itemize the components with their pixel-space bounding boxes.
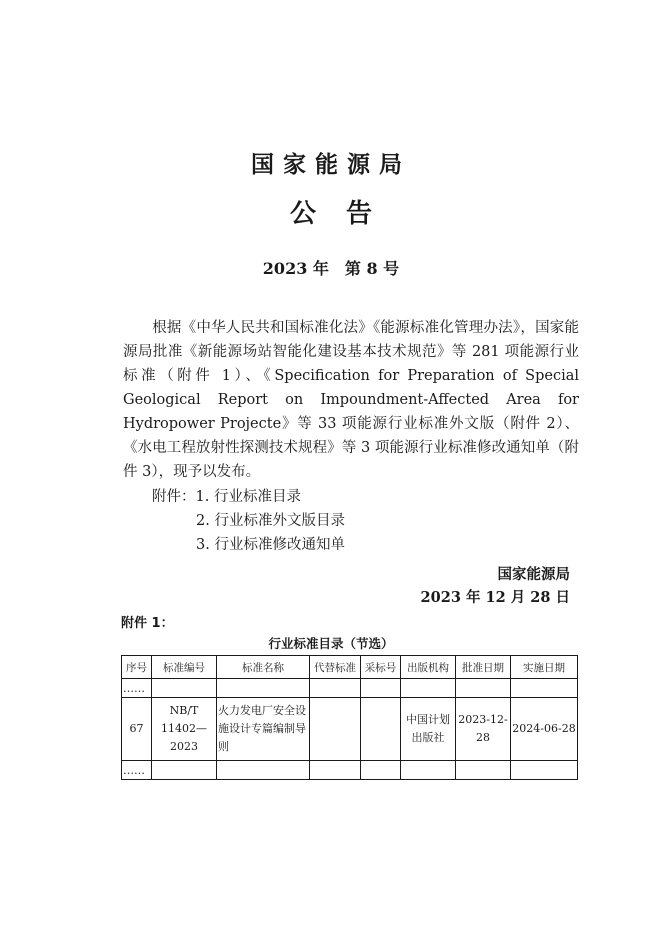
attachments-prefix: 附件： [152,489,196,505]
col-header-effective: 实施日期 [511,656,578,679]
cell-replaces [310,698,361,761]
attachment-item-3: 3. 行业标准修改通知单 [196,537,345,553]
cell-number [152,698,217,761]
announcement-paragraph [123,316,579,484]
col-header-approved: 批准日期 [456,656,511,679]
table-row-ellipsis-top [122,679,578,698]
col-header-number: 标准编号 [152,656,217,679]
ellipsis-cell: …… [122,761,152,780]
cell-adopted [361,698,401,761]
cell-seq: 67 [122,698,152,761]
table-title: 行业标准目录（节选） [268,636,394,651]
paragraph-text: 根据《中华人民共和国标准化法》《能源标准化管理办法》，国家能源局批准《新能源场站智能化建设基本技术规范》等 281 项能源行业标准（附件 1）、《Specification for Preparation of Special Geological Report on Impoundment-Affected Area for Hydropower Projecte》等 33 项能源行业标准外文版（附件 2）、《水电工程放射性探测技术规程》等 3 项能源行业标准修改通知单（附件 3），现予以发布。 [123,320,579,480]
issue-number: 第 8 号 [344,259,400,278]
publisher-line-1: 中国计划 [406,713,450,726]
number-line-2: 11402—2023 [161,722,207,753]
signature-date: 2023 年 12 月 28 日 [420,589,570,606]
signature-org: 国家能源局 [497,567,570,583]
issue-line [0,256,662,279]
document-title: 公告 [289,199,402,229]
col-header-replaces: 代替标准 [310,656,361,679]
col-header-name: 标准名称 [217,656,310,679]
number-line-1: NB/T [169,704,199,717]
standards-table [121,655,578,780]
agency-heading: 国家能源局 [251,152,411,178]
cell-approved: 2023-12-28 [456,698,511,761]
table-row-ellipsis-bottom [122,761,578,780]
col-header-adopted: 采标号 [361,656,401,679]
attachment-list [152,485,345,557]
cell-publisher [401,698,456,761]
ellipsis-cell: …… [122,679,152,698]
table-row [122,698,578,761]
table-header-row [122,656,578,679]
col-header-seq: 序号 [122,656,152,679]
annex-label: 附件 1： [121,616,174,631]
issue-year: 2023 年 [262,259,329,278]
col-header-publisher: 出版机构 [401,656,456,679]
attachment-item-1: 1. 行业标准目录 [195,489,301,505]
cell-name: 火力发电厂安全设施设计专篇编制导则 [217,698,310,761]
attachment-item-2: 2. 行业标准外文版目录 [196,513,345,529]
attachment-first-line [152,485,345,509]
publisher-line-2: 出版社 [411,731,445,744]
cell-effective: 2024-06-28 [511,698,578,761]
